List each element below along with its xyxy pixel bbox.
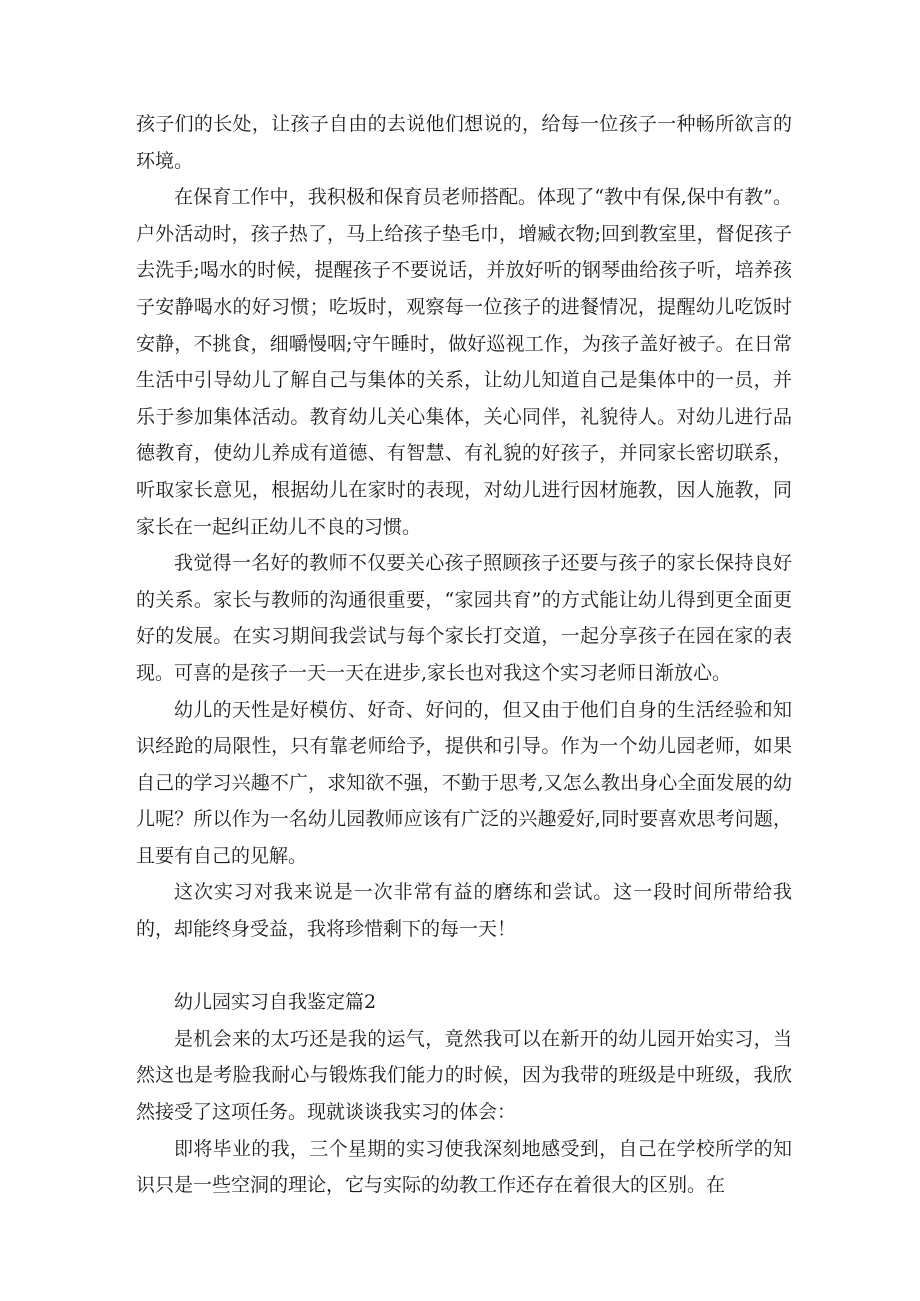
paragraph-4: 幼儿的天性是好模仿、好奇、好问的，但又由于他们自身的生活经验和知识经跄的局限性，只有靠老师给予，提供和引导。作为一个幼儿园老师，如果自己的学习兴趣不广，求知欲不强，不勤于思考,又怎么教出身心全面发展的幼儿呢？所以作为一名幼儿园教师应该有广泛的兴趣爱好,同时要喜欢思考问题，且要有自己的见解。 [136, 698, 792, 867]
section-gap [136, 948, 792, 985]
paragraph-2: 在保育工作中，我积极和保育员老师搭配。体现了“教中有保,保中有教”。户外活动时，孩子热了，马上给孩子垫毛巾，增臧衣物;回到教室里，督促孩子去洗手;喝水的时候，提醒孩子不要说话，并放好听的钢琴曲给孩子听，培养孩子安静喝水的好习惯；吃坂时，观察每一位孩子的进餐情况，提醒幼儿吃饭时安静，不挑食，细嚼慢咽;守午睡时，做好巡视工作，为孩子盖好被子。在日常生活中引导幼儿了解自己与集体的关系，让幼儿知道自己是集体中的一员，并乐于参加集体活动。教育幼儿关心集体，关心同伴，礼貌待人。对幼儿进行品德教育，使幼儿养成有道德、有智慧、有礼貌的好孩子，并同家长密切联系，听取家长意见，根据幼儿在家时的表现，对幼儿进行因材施教，因人施教，同家长在一起纠正幼儿不良的习惯。 [136, 186, 792, 538]
section-heading: 幼儿园实习自我鉴定篇2 [174, 991, 377, 1014]
document-page [136, 106, 792, 1204]
paragraph-5: 这次实习对我来说是一次非常有益的磨练和尝试。这一段时间所带给我的，却能终身受益，我将珍惜剩下的每一天！ [136, 881, 792, 941]
paragraph-1: 孩子们的长处，让孩子自由的去说他们想说的，给每一位孩子一种畅所欲言的环境。 [136, 113, 792, 172]
paragraph-3: 我觉得一名好的教师不仅要关心孩子照顾孩子还要与孩子的家长保持良好的关系。家长与教师的沟通很重要，“家园共育”的方式能让幼儿得到更全面更好的发展。在实习期间我尝试与每个家长打交道，一起分享孩子在园在家的表现。可喜的是孩子一天一天在进步,家长也对我这个实习老师日渐放心。 [136, 552, 792, 684]
paragraph-6: 是机会来的太巧还是我的运气，竟然我可以在新开的幼儿园开始实习，当然这也是考脸我耐心与锻炼我们能力的时候，因为我带的班级是中班级，我欣然接受了这项任务。现就谈谈我实习的体会： [136, 1027, 792, 1124]
paragraph-7: 即将毕业的我，三个星期的实习使我深刻地感受到，自己在学校所学的知识只是一些空洞的理论，它与实际的幼教工作还存在着很大的区别。在 [136, 1137, 792, 1197]
